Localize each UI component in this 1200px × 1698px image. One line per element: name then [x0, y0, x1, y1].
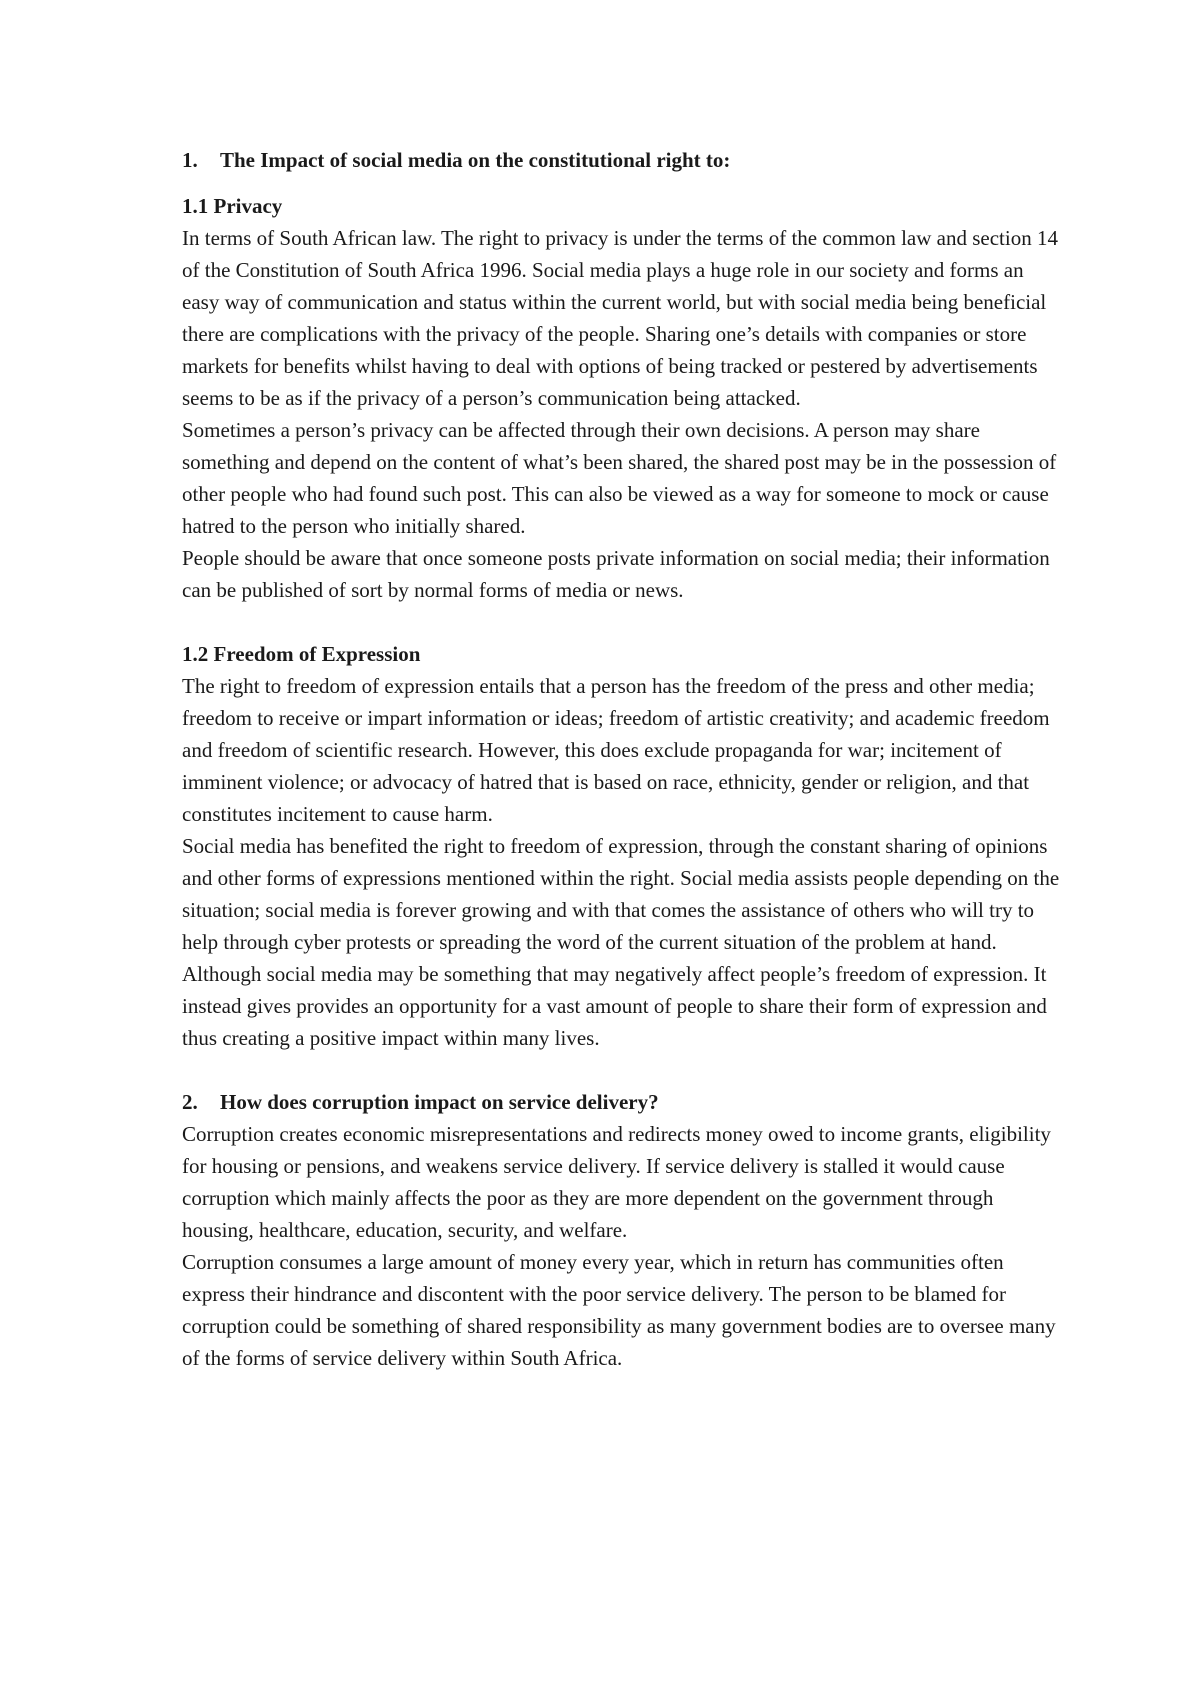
- expression-paragraph-3: Although social media may be something that may negatively affect people’s freedom of expression. It instead gives provides an opportunity for a vast amount of people to share their form of expression and thus creating a positive impact within many lives.: [182, 962, 1047, 1050]
- expression-paragraph-1: The right to freedom of expression entails that a person has the freedom of the press and other media; freedom to receive or impart information or ideas; freedom of artistic creativity; and academic freedom and freedom of scientific research. However, this does exclude propaganda for war; incitement of imminent violence; or advocacy of hatred that is based on race, ethnicity, gender or religion, and that constitutes incitement to cause harm.: [182, 674, 1050, 826]
- section-2-heading: [182, 1086, 1062, 1118]
- subsection-1-2-heading: 1.2 Freedom of Expression: [182, 642, 421, 666]
- section-2-title: How does corruption impact on service delivery?: [220, 1090, 659, 1114]
- privacy-paragraph-2: Sometimes a person’s privacy can be affected through their own decisions. A person may share something and depend on the content of what’s been shared, the shared post may be in the possession of other people who had found such post. This can also be viewed as a way for someone to mock or cause hatred to the person who initially shared.: [182, 418, 1057, 538]
- corruption-paragraph-1: Corruption creates economic misrepresentations and redirects money owed to income grants, eligibility for housing or pensions, and weakens service delivery. If service delivery is stalled it would cause corruption which mainly affects the poor as they are more dependent on the government through housing, healthcare, education, security, and welfare.: [182, 1122, 1051, 1242]
- privacy-paragraph-3: People should be aware that once someone posts private information on social media; their information can be published of sort by normal forms of media or news.: [182, 546, 1050, 602]
- privacy-paragraph-1: In terms of South African law. The right to privacy is under the terms of the common law and section 14 of the Constitution of South Africa 1996. Social media plays a huge role in our society and forms an easy way of communication and status within the current world, but with social media being beneficial there are complications with the privacy of the people. Sharing one’s details with companies or store markets for benefits whilst having to deal with options of being tracked or pestered by advertisements seems to be as if the privacy of a person’s communication being attacked.: [182, 226, 1058, 410]
- document-page: [182, 144, 1062, 1374]
- corruption-paragraph-2: Corruption consumes a large amount of money every year, which in return has communities often express their hindrance and discontent with the poor service delivery. The person to be blamed for corruption could be something of shared responsibility as many government bodies are to oversee many of the forms of service delivery within South Africa.: [182, 1250, 1056, 1370]
- section-1-number: 1.: [182, 148, 198, 172]
- section-1-heading: [182, 144, 1062, 176]
- section-2-number: 2.: [182, 1090, 198, 1114]
- expression-paragraph-2: Social media has benefited the right to freedom of expression, through the constant sharing of opinions and other forms of expressions mentioned within the right. Social media assists people depending on the situation; social media is forever growing and with that comes the assistance of others who will try to help through cyber protests or spreading the word of the current situation of the problem at hand.: [182, 834, 1060, 954]
- subsection-1-1-heading: 1.1 Privacy: [182, 194, 283, 218]
- section-1-title: The Impact of social media on the constitutional right to:: [220, 148, 731, 172]
